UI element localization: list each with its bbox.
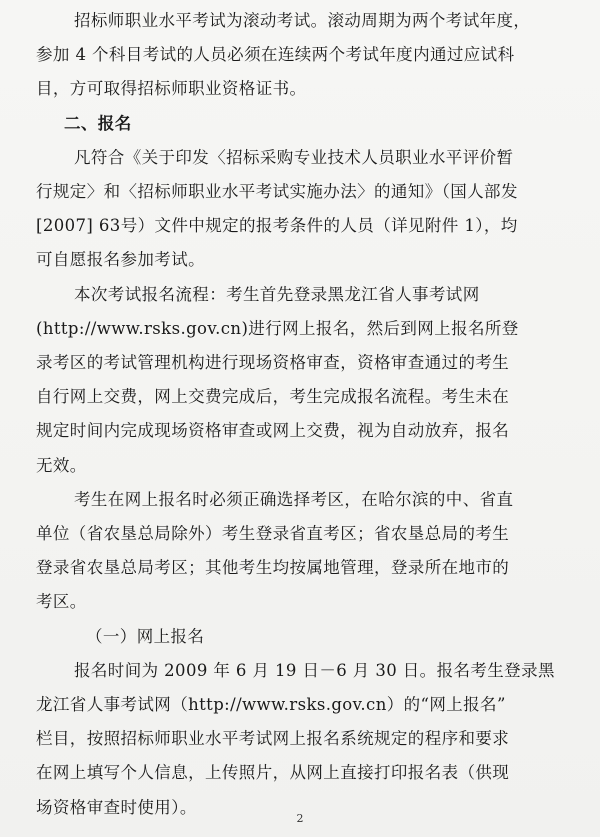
subsection-heading: （一）网上报名	[86, 626, 205, 646]
text-line: 本次考试报名流程：考生首先登录黑龙江省人事考试网	[74, 284, 480, 304]
text-line: 单位（省农垦总局除外）考生登录省直考区；省农垦总局的考生	[36, 524, 510, 543]
text-line: 考区。	[36, 592, 87, 612]
text-line: 规定时间内完成现场资格审查或网上交费，视为自动放弃，报名	[36, 421, 510, 441]
text-line: 录考区的考试管理机构进行现场资格审查，资格审查通过的考生	[36, 353, 510, 372]
text-line: 在网上填写个人信息，上传照片，从网上直接打印报名表（供现	[36, 763, 510, 783]
text-line: 无效。	[36, 455, 87, 475]
text-line: 可自愿报名参加考试。	[36, 250, 205, 270]
text-line: 考生在网上报名时必须正确选择考区，在哈尔滨的中、省直	[74, 489, 514, 509]
text-line: 招标师职业水平考试为滚动考试。滚动周期为两个考试年度，	[74, 11, 531, 30]
text-line: [2007] 63号）文件中规定的报考条件的人员（详见附件 1），均	[36, 216, 518, 236]
text-line: 报名时间为 2009 年 6 月 19 日－6 月 30 日。报名考生登录黑	[74, 660, 555, 680]
text-line: 行规定〉和〈招标师职业水平考试实施办法〉的通知》（国人部发	[36, 182, 518, 201]
text-line: 自行网上交费，网上交费完成后，考生完成报名流程。考生未在	[36, 387, 510, 407]
text-line: 栏目，按照招标师职业水平考试网上报名系统规定的程序和要求	[36, 729, 510, 749]
text-line: 龙江省人事考试网（http://www.rsks.gov.cn）的“网上报名”	[36, 695, 506, 714]
section-heading: 二、报名	[64, 113, 132, 133]
text-line: 凡符合《关于印发〈招标采购专业技术人员职业水平评价暂	[74, 147, 514, 167]
text-line: 登录省农垦总局考区；其他考生均按属地管理，登录所在地市的	[36, 558, 510, 578]
page-number: 2	[296, 812, 304, 825]
text-line: 参加 4 个科目考试的人员必须在连续两个考试年度内通过应试科	[36, 45, 515, 65]
text-line: 目，方可取得招标师职业资格证书。	[36, 79, 307, 99]
text-line: (http://www.rsks.gov.cn)进行网上报名，然后到网上报名所登	[36, 318, 519, 338]
text-line: 场资格审查时使用）。	[36, 797, 197, 817]
